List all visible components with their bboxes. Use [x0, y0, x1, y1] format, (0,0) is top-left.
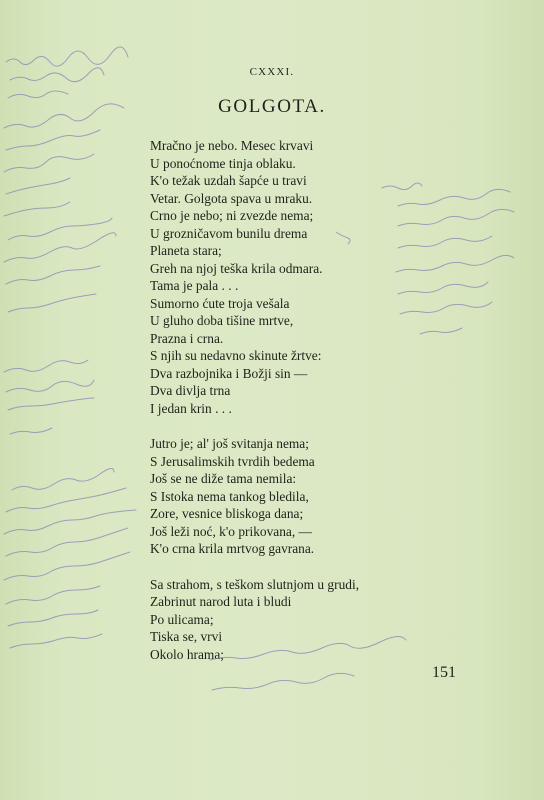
poem-body: [150, 137, 450, 681]
poem-line: Dva razbojnika i Božji sin —: [150, 365, 308, 381]
stanza-1: [150, 137, 450, 417]
poem-line: K'o težak uzdah šapće u travi: [150, 173, 307, 188]
poem-line: Prazna i crna.: [150, 330, 224, 346]
poem-line: Planeta stara;: [150, 243, 222, 258]
poem-line: U ponoćnome tinja oblaku.: [150, 155, 296, 171]
poem-line: Sa strahom, s teškom slutnjom u grudi,: [150, 576, 360, 592]
poem-line: Tiska se, vrvi: [150, 629, 223, 644]
poem-line: S Istoka nema tankog bledila,: [150, 488, 309, 504]
poem-line: Zabrinut narod luta i bludi: [150, 594, 292, 609]
poem-line: Zore, vesnice bliskoga dana;: [150, 506, 304, 521]
poem-line: Sumorno ćute troja vešala: [150, 295, 290, 311]
poem-line: Dva divlja trna: [150, 383, 231, 398]
poem-line: Mračno je nebo. Mesec krvavi: [150, 138, 314, 153]
section-number: CXXXI.: [249, 66, 295, 78]
poem-line: U gluho doba tišine mrtve,: [150, 313, 294, 328]
left-margin-scribbles: [4, 47, 136, 648]
poem-line: Vetar. Golgota spava u mraku.: [150, 190, 313, 206]
poem-line: I jedan krin . . .: [150, 400, 232, 416]
page-number: 151: [432, 664, 456, 681]
stanza-2: [150, 435, 450, 558]
poem-line: Još se ne diže tama nemila:: [150, 471, 297, 486]
stanza-3: [150, 576, 450, 664]
poem-line: U grozničavom bunilu drema: [150, 225, 308, 241]
poem-line: Greh na njoj teška krila odmara.: [150, 260, 323, 276]
poem-line: Crno je nebo; ni zvezde nema;: [150, 208, 314, 223]
poem-line: Tama je pala . . .: [150, 278, 239, 293]
poem-line: K'o crna krila mrtvog gavrana.: [150, 541, 315, 556]
poem-line: S njih su nedavno skinute žrtve:: [150, 348, 322, 363]
poem-title: GOLGOTA.: [218, 96, 326, 117]
poem-line: Jutro je; al' još svitanja nema;: [150, 436, 309, 451]
poem-line: Još leži noć, k'o prikovana, —: [150, 523, 312, 539]
poem-line: S Jerusalimskih tvrdih bedema: [150, 453, 315, 469]
poem-line: Okolo hrama;: [150, 646, 225, 662]
poem-line: Po ulicama;: [150, 611, 214, 627]
